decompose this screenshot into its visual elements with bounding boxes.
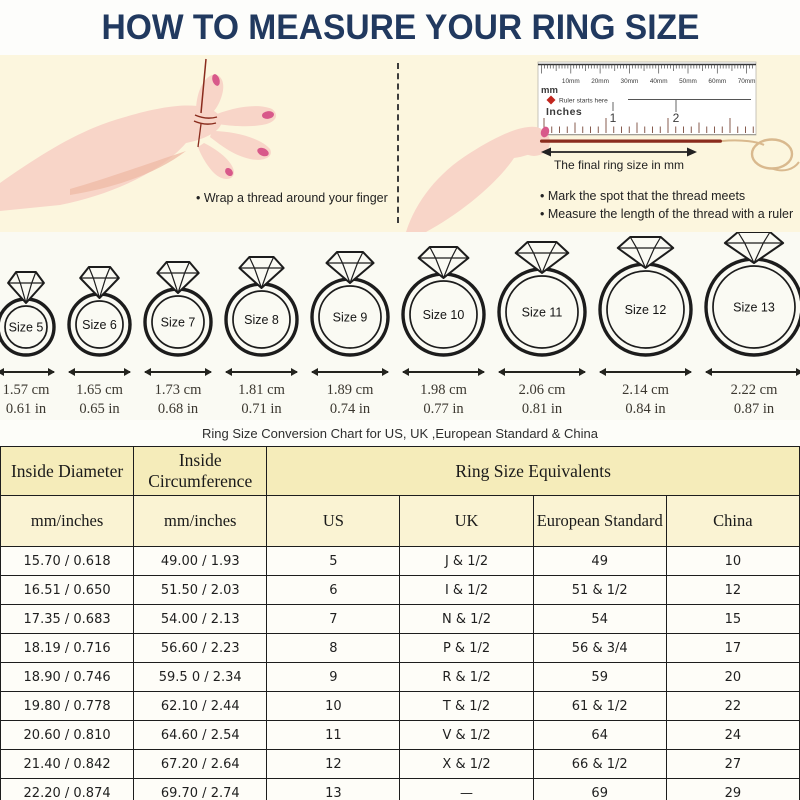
- ring-diameter-cm: 2.06 cm: [518, 381, 566, 398]
- ring-size-label: Size 9: [332, 310, 368, 325]
- diamond-ring-icon: [141, 259, 215, 359]
- ruler-graphic: [538, 62, 756, 135]
- conversion-cell: 16.51 / 0.650: [1, 576, 134, 605]
- conversion-cell: 5: [267, 547, 400, 576]
- diameter-arrow: [311, 368, 389, 377]
- ring-diameter-cm: 1.98 cm: [420, 381, 467, 398]
- ruler-inch-number: 1: [609, 111, 617, 125]
- subheader-mm-inches-diameter: mm/inches: [1, 496, 134, 547]
- arrow-right-head: [291, 368, 298, 376]
- conversion-table: [0, 446, 800, 800]
- conversion-row: [1, 750, 800, 779]
- conversion-cell: 64: [533, 721, 666, 750]
- ruler-starts-here-label: Ruler starts here: [559, 97, 608, 105]
- header-ring-size-equivalents: Ring Size Equivalents: [267, 447, 800, 496]
- diameter-arrow: [0, 368, 55, 377]
- conversion-cell: 27: [666, 750, 799, 779]
- conversion-cell: 21.40 / 0.842: [1, 750, 134, 779]
- header-inside-circumference: Inside Circumference: [134, 447, 267, 496]
- ring-size-item: [65, 264, 134, 420]
- conversion-cell: 67.20 / 2.64: [134, 750, 267, 779]
- conversion-cell: T & 1/2: [400, 692, 533, 721]
- ring-size-item: [222, 254, 301, 420]
- ring-size-label: Size 11: [521, 305, 563, 320]
- conversion-cell: 56 & 3/4: [533, 634, 666, 663]
- conversion-row: [1, 663, 800, 692]
- conversion-cell: 15.70 / 0.618: [1, 547, 134, 576]
- diameter-arrow: [225, 368, 298, 377]
- ring-size-item: [596, 234, 695, 420]
- conversion-cell: 59: [533, 663, 666, 692]
- ruler-mm-label: 60mm: [708, 78, 727, 85]
- ring-diameter-cm: 2.14 cm: [622, 381, 669, 398]
- diameter-arrow: [599, 368, 692, 377]
- arrow-left-head: [498, 368, 505, 376]
- arrow-right-head: [205, 368, 212, 376]
- ring-size-label: Size 8: [244, 312, 279, 327]
- instructions-section: [0, 55, 800, 232]
- ring-sizes-section: [0, 232, 800, 420]
- conversion-cell: 62.10 / 2.44: [134, 692, 267, 721]
- conversion-cell: N & 1/2: [400, 605, 533, 634]
- ring-diameter-in: 0.77 in: [423, 401, 464, 418]
- arrow-left-head: [68, 368, 75, 376]
- table-header-row: [1, 447, 800, 496]
- ring-size-item: [0, 269, 58, 420]
- conversion-cell: 51 & 1/2: [533, 576, 666, 605]
- right-instruction-text-1: • Mark the spot that the thread meets: [540, 189, 746, 203]
- ring-diameter-in: 0.84 in: [625, 401, 666, 418]
- arrow-right-head: [124, 368, 131, 376]
- conversion-cell: P & 1/2: [400, 634, 533, 663]
- ruler-mm-label: 10mm: [561, 78, 580, 85]
- arrow-left-head: [599, 368, 606, 376]
- conversion-cell: 20.60 / 0.810: [1, 721, 134, 750]
- conversion-cell: 69: [533, 779, 666, 800]
- conversion-cell: 59.5 0 / 2.34: [134, 663, 267, 692]
- conversion-cell: 17.35 / 0.683: [1, 605, 134, 634]
- arrow-left-head: [225, 368, 232, 376]
- conversion-cell: 69.70 / 2.74: [134, 779, 267, 800]
- subheader-china: China: [666, 496, 799, 547]
- diameter-arrow: [498, 368, 586, 377]
- conversion-chart-title: Ring Size Conversion Chart for US, UK ,European Standard & China: [0, 420, 800, 446]
- ring-size-label: Size 7: [160, 315, 196, 330]
- ruler-mm-label: 50mm: [679, 78, 697, 85]
- ring-diameter-cm: 2.22 cm: [730, 381, 778, 398]
- ring-diameter-cm: 1.73 cm: [154, 381, 202, 398]
- diamond-ring-icon: [65, 264, 134, 359]
- ring-diameter-cm: 1.81 cm: [238, 381, 285, 398]
- conversion-cell: 61 & 1/2: [533, 692, 666, 721]
- conversion-cell: 66 & 1/2: [533, 750, 666, 779]
- final-size-label: The final ring size in mm: [553, 158, 685, 172]
- conversion-cell: 20: [666, 663, 799, 692]
- subheader-mm-inches-circumference: mm/inches: [134, 496, 267, 547]
- ring-size-label: Size 12: [624, 302, 667, 317]
- conversion-cell: 56.60 / 2.23: [134, 634, 267, 663]
- conversion-cell: 6: [267, 576, 400, 605]
- conversion-cell: 24: [666, 721, 799, 750]
- ring-size-label: Size 6: [82, 317, 117, 332]
- conversion-cell: 29: [666, 779, 799, 800]
- arrow-right-head: [685, 368, 692, 376]
- ring-diameter-cm: 1.65 cm: [76, 381, 123, 398]
- arrow-right-head: [48, 368, 55, 376]
- left-instruction-text: • Wrap a thread around your finger: [196, 191, 388, 205]
- diameter-arrow: [402, 368, 485, 377]
- table-subheader-row: [1, 496, 800, 547]
- conversion-cell: 9: [267, 663, 400, 692]
- conversion-row: [1, 547, 800, 576]
- ring-diameter-in: 0.81 in: [521, 401, 563, 418]
- hand-with-thread-illustration: [0, 55, 398, 232]
- arrow-right-head: [478, 368, 485, 376]
- mm-unit-label: mm: [541, 85, 558, 96]
- ring-size-item: [399, 244, 488, 420]
- diameter-arrow: [68, 368, 131, 377]
- ring-diameter-cm: 1.89 cm: [326, 381, 374, 398]
- hand-with-ruler-illustration: [398, 55, 800, 232]
- arrow-right-head: [382, 368, 389, 376]
- conversion-row: [1, 692, 800, 721]
- conversion-cell: 54: [533, 605, 666, 634]
- arrow-left-head: [311, 368, 318, 376]
- conversion-cell: 12: [267, 750, 400, 779]
- ruler-mm-label: 30mm: [620, 78, 639, 85]
- conversion-row: [1, 634, 800, 663]
- ruler-mm-label: 40mm: [649, 78, 668, 85]
- ring-sizes-row: [0, 232, 800, 420]
- conversion-cell: 49: [533, 547, 666, 576]
- conversion-cell: 15: [666, 605, 799, 634]
- final-size-arrow: [541, 148, 697, 157]
- ring-diameter-cm: 1.57 cm: [2, 381, 50, 398]
- ring-size-item: [308, 249, 392, 420]
- subheader-us: US: [267, 496, 400, 547]
- conversion-cell: 10: [267, 692, 400, 721]
- conversion-row: [1, 576, 800, 605]
- conversion-cell: 51.50 / 2.03: [134, 576, 267, 605]
- conversion-cell: 18.90 / 0.746: [1, 663, 134, 692]
- conversion-cell: 49.00 / 1.93: [134, 547, 267, 576]
- conversion-cell: —: [400, 779, 533, 800]
- ring-size-item: [141, 259, 215, 420]
- inches-label: Inches: [546, 106, 583, 118]
- arrow-right-head: [579, 368, 586, 376]
- conversion-cell: 22: [666, 692, 799, 721]
- conversion-cell: 7: [267, 605, 400, 634]
- conversion-cell: 12: [666, 576, 799, 605]
- ruler-mm-label: 70mm: [737, 78, 756, 85]
- subheader-european-standard: European Standard: [533, 496, 666, 547]
- arrow-left-head: [144, 368, 151, 376]
- conversion-cell: 22.20 / 0.874: [1, 779, 134, 800]
- ruler-mm-label: 20mm: [591, 78, 609, 85]
- diamond-ring-icon: [222, 254, 301, 359]
- conversion-cell: J & 1/2: [400, 547, 533, 576]
- right-instruction-text-2: • Measure the length of the thread with a ruler: [540, 207, 794, 221]
- ring-diameter-in: 0.87 in: [733, 401, 775, 418]
- conversion-cell: R & 1/2: [400, 663, 533, 692]
- conversion-cell: 18.19 / 0.716: [1, 634, 134, 663]
- conversion-cell: 64.60 / 2.54: [134, 721, 267, 750]
- ring-size-label: Size 5: [8, 320, 44, 335]
- conversion-cell: 54.00 / 2.13: [134, 605, 267, 634]
- conversion-cell: 19.80 / 0.778: [1, 692, 134, 721]
- conversion-cell: V & 1/2: [400, 721, 533, 750]
- ring-diameter-in: 0.61 in: [5, 401, 47, 418]
- diamond-ring-icon: [308, 249, 392, 359]
- diamond-ring-icon: [702, 229, 800, 359]
- diameter-arrow: [144, 368, 212, 377]
- conversion-row: [1, 605, 800, 634]
- conversion-cell: 10: [666, 547, 799, 576]
- conversion-cell: I & 1/2: [400, 576, 533, 605]
- ring-diameter-in: 0.65 in: [79, 401, 120, 418]
- conversion-row: [1, 779, 800, 800]
- ring-size-label: Size 13: [733, 300, 775, 315]
- header-inside-diameter: Inside Diameter: [1, 447, 134, 496]
- diameter-arrow: [705, 368, 800, 377]
- ruler-inch-number: 2: [672, 111, 680, 125]
- conversion-cell: 17: [666, 634, 799, 663]
- diamond-ring-icon: [399, 244, 488, 359]
- ring-diameter-in: 0.74 in: [329, 401, 371, 418]
- ring-size-item: [495, 239, 589, 420]
- ring-size-label: Size 10: [422, 307, 465, 322]
- conversion-cell: 13: [267, 779, 400, 800]
- conversion-row: [1, 721, 800, 750]
- title-band: [0, 0, 800, 55]
- arrow-left-head: [0, 368, 4, 376]
- page-title: HOW TO MEASURE YOUR RING SIZE: [100, 7, 700, 47]
- conversion-cell: 11: [267, 721, 400, 750]
- diamond-ring-icon: [495, 239, 589, 359]
- conversion-cell: X & 1/2: [400, 750, 533, 779]
- diamond-ring-icon: [596, 234, 695, 359]
- arrow-left-head: [705, 368, 712, 376]
- ring-diameter-in: 0.71 in: [241, 401, 282, 418]
- arrow-right-head: [796, 368, 800, 376]
- arrow-left-head: [402, 368, 409, 376]
- ring-size-item: [702, 229, 800, 420]
- ring-diameter-in: 0.68 in: [157, 401, 199, 418]
- conversion-cell: 8: [267, 634, 400, 663]
- subheader-uk: UK: [400, 496, 533, 547]
- diamond-ring-icon: [0, 269, 58, 359]
